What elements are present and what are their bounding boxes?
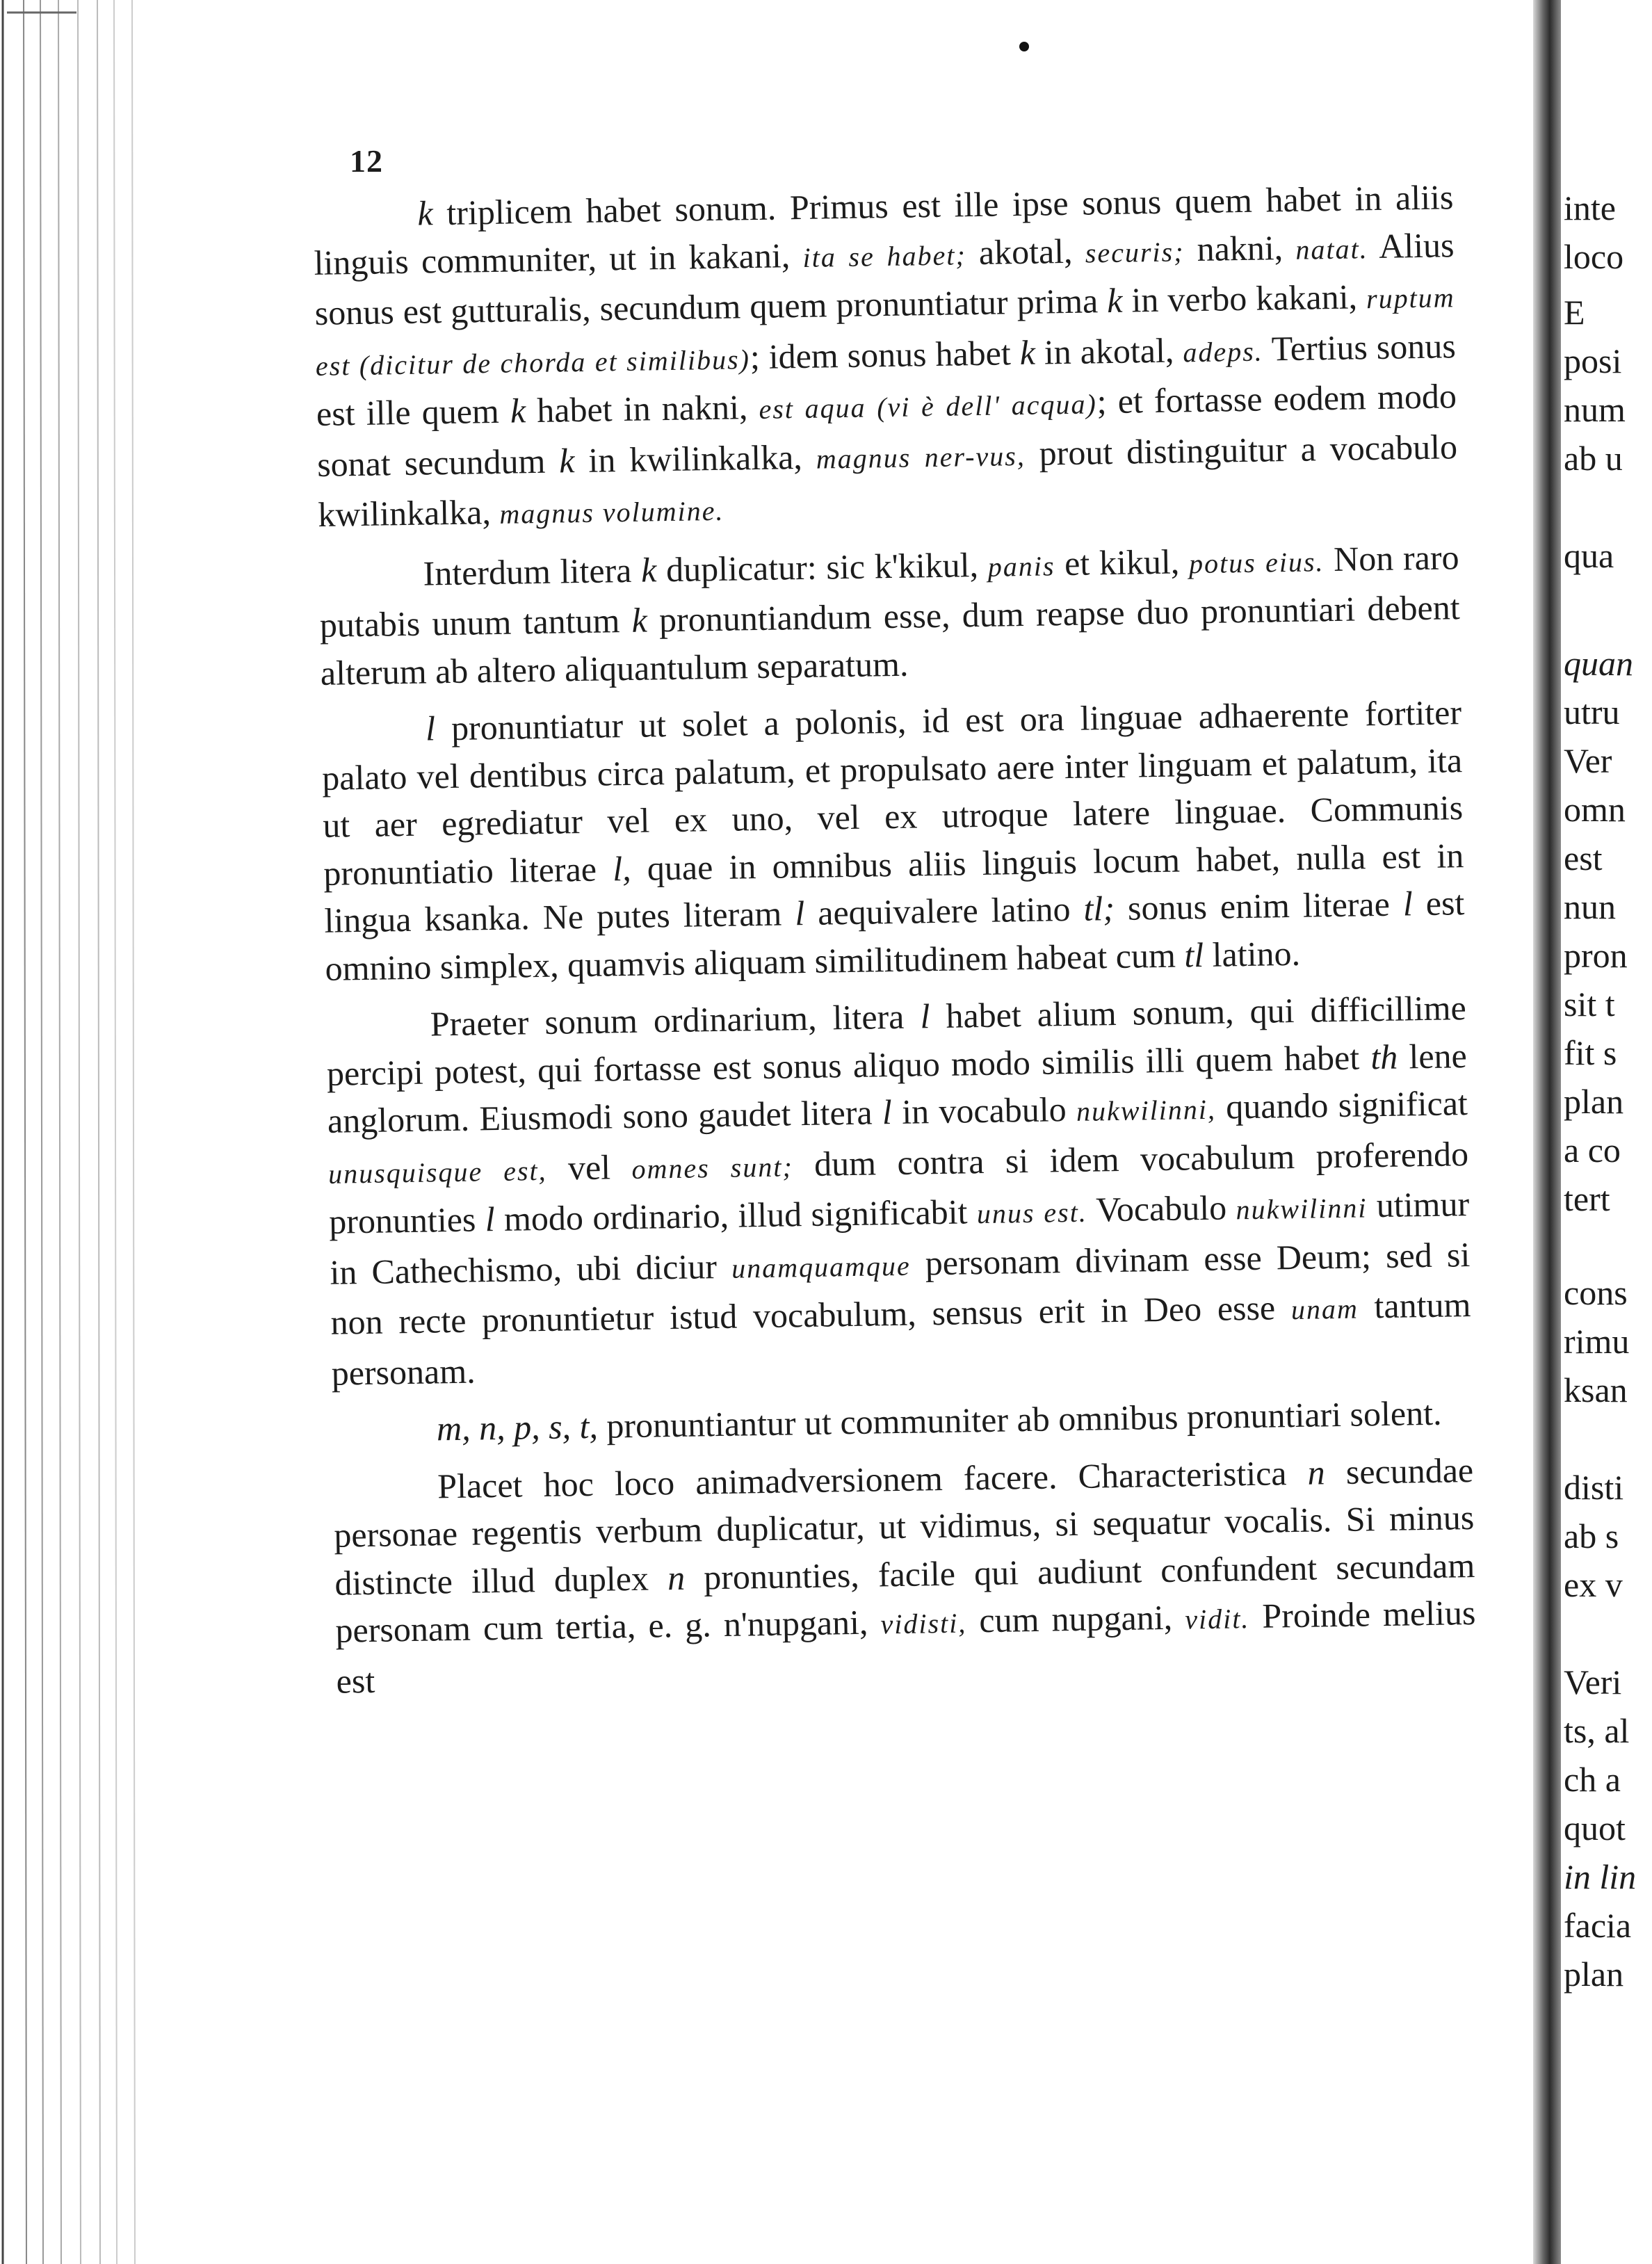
text-run: utimur in Cathechismo, ubi diciur bbox=[329, 1184, 1470, 1292]
book-gutter bbox=[1533, 0, 1561, 2264]
italic-run: tl; bbox=[1083, 889, 1115, 928]
italic-run: est aqua (vi è dell' acqua) bbox=[759, 388, 1098, 425]
facing-page-fragment: plan bbox=[1564, 1082, 1624, 1121]
text-run: personam divinam esse Deum; sed si non recte pronuntietur istud vocabulum, sensus erit in Deo esse bbox=[330, 1234, 1471, 1342]
italic-run: nukwilinni bbox=[1236, 1192, 1368, 1226]
paragraph bbox=[332, 1389, 1473, 1454]
text-run: cum nupgani, bbox=[966, 1597, 1185, 1640]
italic-run: unusquisque est, bbox=[327, 1154, 547, 1190]
facing-page-fragment: pron bbox=[1564, 936, 1628, 975]
facing-page-fragment: Veri bbox=[1564, 1663, 1622, 1701]
facing-page bbox=[1561, 0, 1652, 2264]
facing-page-fragment: quan bbox=[1564, 644, 1633, 683]
text-column bbox=[313, 173, 1477, 1714]
text-run: lene anglorum. Eiusmodi sono gaudet litera bbox=[327, 1035, 1468, 1140]
italic-run: vidit. bbox=[1184, 1603, 1250, 1635]
text-run: ; et fortasse eodem modo sonat secundum bbox=[316, 376, 1457, 484]
facing-page-fragment: Ver bbox=[1564, 741, 1612, 780]
facing-page-fragment: inte bbox=[1564, 188, 1616, 227]
facing-page-fragment: posi bbox=[1564, 341, 1622, 380]
italic-run: l bbox=[794, 894, 805, 933]
paragraph bbox=[333, 1446, 1477, 1705]
facing-page-fragment: nun bbox=[1564, 887, 1616, 926]
facing-page-fragment: loco bbox=[1564, 237, 1624, 276]
bullet-mark bbox=[1019, 42, 1029, 51]
italic-run: potus eius. bbox=[1188, 545, 1325, 579]
italic-run: l bbox=[882, 1092, 893, 1132]
paragraph bbox=[313, 173, 1459, 541]
italic-run: natat. bbox=[1295, 232, 1369, 266]
italic-run: securis; bbox=[1085, 235, 1185, 269]
facing-page-fragment: fit s bbox=[1564, 1033, 1617, 1072]
facing-page-fragment: in lin bbox=[1564, 1857, 1637, 1896]
paragraph bbox=[325, 984, 1472, 1397]
facing-page-fragment: a co bbox=[1564, 1131, 1621, 1170]
italic-run: k bbox=[510, 391, 526, 430]
italic-run: adeps. bbox=[1183, 335, 1264, 368]
italic-run: magnus volumine. bbox=[499, 494, 724, 530]
text-run: pronunties, facile qui audiunt confundent secundam personam cum tertia, e. g. n'nupgani, bbox=[335, 1545, 1475, 1650]
text-run: Alius sonus est gutturalis, secundum quem pronuntiatur prima bbox=[314, 225, 1455, 332]
text-run: quae in omnibus aliis linguis locum habet, nulla est in lingua ksanka. Ne putes literam bbox=[324, 835, 1464, 940]
text-run: Praeter sonum ordinarium, litera bbox=[430, 996, 921, 1044]
text-run: pronuntiatur ut solet a polonis, id est ora linguae adhaerente fortiter palato vel dentibus circa palatum, et propulsato aere inter linguam et palatum, ita ut aer egrediatur vel ex uno, vel ex utroque latere linguae. Communis pronuntiatio literae bbox=[321, 693, 1464, 893]
text-run: aequivalere latino bbox=[804, 889, 1084, 933]
text-run: Interdum litera bbox=[423, 550, 642, 593]
facing-page-fragment: cons bbox=[1564, 1273, 1628, 1312]
book-edge-lines bbox=[0, 0, 160, 2264]
paragraph-indent bbox=[319, 585, 423, 586]
italic-run: omnes sunt; bbox=[631, 1150, 794, 1185]
text-run: Tertius sonus est ille quem bbox=[316, 325, 1457, 433]
facing-page-fragment: facia bbox=[1564, 1906, 1632, 1945]
text-run: habet in nakni, bbox=[525, 387, 759, 430]
text-run: triplicem habet sonum. Primus est ille ipse sonus quem habet in aliis linguis communiter, ut in kakani, bbox=[314, 177, 1454, 282]
italic-run: th bbox=[1370, 1037, 1398, 1076]
italic-run: l bbox=[425, 709, 436, 748]
page-number: 12 bbox=[350, 143, 383, 179]
paragraph-indent bbox=[321, 741, 426, 742]
italic-run: l, bbox=[612, 848, 632, 888]
text-run: in kwilinkalka, bbox=[574, 437, 817, 480]
text-run: secundae personae regentis verbum duplicatur, ut vidimus, si sequatur vocalis. Si minus distincte illud duplex bbox=[333, 1450, 1475, 1603]
italic-run: magnus ner-vus, bbox=[816, 439, 1026, 475]
italic-run: k bbox=[1106, 280, 1123, 321]
text-run: prout distinguitur a vocabulo kwilinkalka, bbox=[317, 426, 1458, 534]
text-run: modo ordinario, illud significabit bbox=[494, 1192, 978, 1239]
facing-page-fragment: qua bbox=[1564, 536, 1614, 575]
italic-run: k bbox=[640, 549, 657, 590]
text-run: et kikul, bbox=[1054, 541, 1190, 583]
paragraph-indent bbox=[326, 1035, 430, 1037]
text-run: Non raro putabis unum tantum bbox=[319, 537, 1459, 645]
facing-page-fragment: utru bbox=[1564, 693, 1620, 731]
facing-page-fragment: ab u bbox=[1564, 439, 1623, 478]
facing-page-fragment: ksan bbox=[1564, 1370, 1628, 1409]
italic-run: k bbox=[558, 440, 575, 480]
facing-page-fragment: quot bbox=[1564, 1809, 1626, 1847]
italic-run: l bbox=[1402, 884, 1414, 923]
paragraph bbox=[321, 688, 1466, 992]
text-run: sonus enim literae bbox=[1114, 884, 1404, 928]
paragraph-indent bbox=[314, 225, 418, 227]
italic-run: unamquamque bbox=[731, 1250, 911, 1284]
facing-page-fragment: ab s bbox=[1564, 1517, 1619, 1555]
facing-page-fragment: plan bbox=[1564, 1955, 1624, 1994]
italic-run: unus est. bbox=[976, 1196, 1088, 1230]
text-run: Placet hoc loco animadversionem facere. Characteristica bbox=[437, 1453, 1309, 1505]
text-run: est omnino simplex, quamvis aliquam similitudinem habeat cum bbox=[325, 883, 1465, 988]
text-run: in akotal, bbox=[1035, 330, 1183, 372]
facing-page-fragment: ts, al bbox=[1564, 1711, 1630, 1750]
text-run: ; idem sonus habet bbox=[750, 332, 1021, 376]
text-run: tantum personam. bbox=[331, 1285, 1471, 1393]
italic-run: tl bbox=[1183, 935, 1204, 974]
text-run: latino. bbox=[1203, 933, 1301, 974]
text-run: habet alium sonum, qui difficillime percipi potest, qui fortasse est sonus aliquo modo similis illi quem habet bbox=[326, 988, 1467, 1093]
italic-run: k bbox=[631, 600, 648, 640]
text-run: Proinde melius est bbox=[336, 1592, 1476, 1701]
italic-run: k bbox=[1019, 332, 1036, 372]
italic-run: k bbox=[417, 193, 434, 233]
text-run: quando significat bbox=[1215, 1083, 1468, 1126]
italic-run: l bbox=[919, 996, 930, 1036]
facing-page-fragment: omn bbox=[1564, 790, 1626, 829]
italic-run: unam bbox=[1290, 1293, 1359, 1326]
italic-run: vidisti, bbox=[880, 1607, 967, 1640]
italic-run: n bbox=[1307, 1452, 1326, 1492]
text-run: pronuntiantur ut communiter ab omnibus pronuntiari solent. bbox=[597, 1393, 1442, 1446]
text-run: pronuntiandum esse, dum reapse duo pronuntiari debent alterum ab altero aliquantulum separatum. bbox=[320, 588, 1461, 693]
italic-run: panis bbox=[987, 549, 1055, 583]
facing-page-fragment: sit t bbox=[1564, 985, 1615, 1024]
paragraph-indent bbox=[332, 1440, 437, 1441]
italic-run: nukwilinni, bbox=[1076, 1093, 1217, 1127]
facing-page-fragment: tert bbox=[1564, 1179, 1610, 1218]
text-run: nakni, bbox=[1183, 227, 1296, 268]
text-run: dum contra si idem vocabulum proferendo pronunties bbox=[328, 1133, 1469, 1241]
text-run: vel bbox=[546, 1147, 632, 1188]
italic-run: n bbox=[667, 1558, 686, 1597]
text-run: Vocabulo bbox=[1087, 1188, 1236, 1229]
paragraph-indent bbox=[334, 1498, 438, 1499]
facing-page-fragment: ch a bbox=[1564, 1760, 1621, 1799]
italic-run: m, n, p, s, t, bbox=[436, 1406, 599, 1448]
text-run: duplicatur: sic k'kikul, bbox=[656, 544, 989, 589]
text-run: in vocabulo bbox=[891, 1089, 1077, 1132]
facing-page-fragment: est bbox=[1564, 839, 1603, 878]
facing-page-fragment: disti bbox=[1564, 1468, 1624, 1507]
paragraph bbox=[318, 533, 1461, 697]
text-run: in verbo kakani, bbox=[1121, 277, 1367, 320]
italic-run: ruptum est (dicitur de chorda et similibus) bbox=[315, 282, 1455, 382]
italic-run: l bbox=[485, 1199, 496, 1239]
facing-page-fragment: E bbox=[1564, 293, 1585, 332]
facing-page-fragment: num bbox=[1564, 390, 1626, 429]
facing-page-fragment: rimu bbox=[1564, 1322, 1630, 1361]
text-run: akotal, bbox=[966, 231, 1086, 272]
italic-run: ita se habet; bbox=[802, 238, 967, 273]
facing-page-fragment: ex v bbox=[1564, 1565, 1623, 1604]
